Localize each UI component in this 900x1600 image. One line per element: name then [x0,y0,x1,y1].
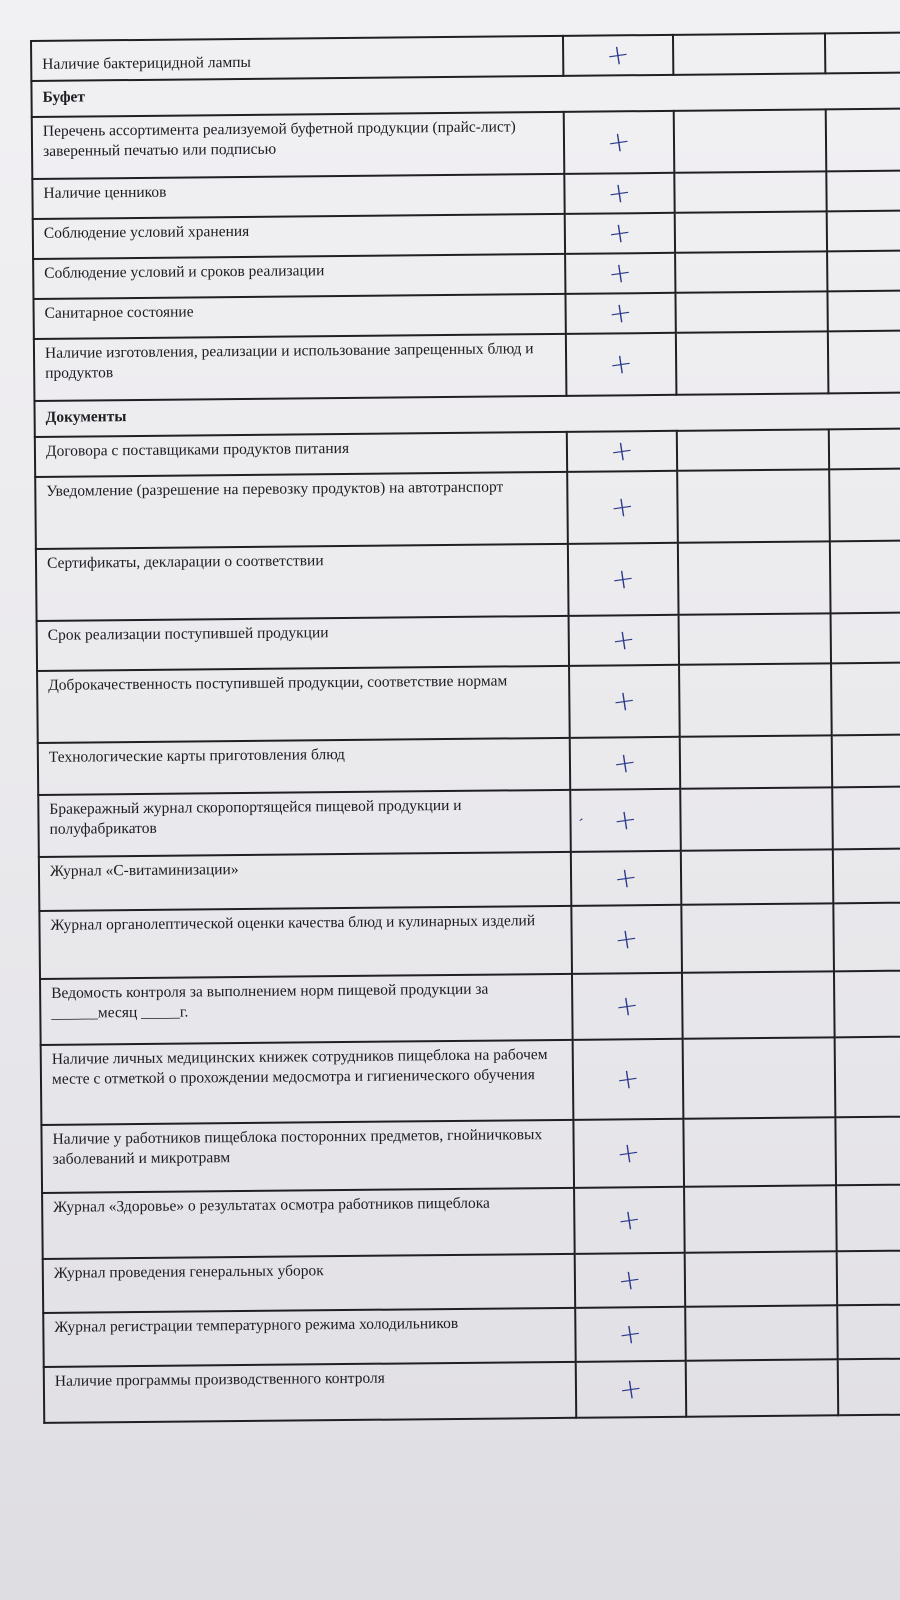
mark-cell [571,905,682,974]
checklist-row [42,1184,900,1258]
section-title: Документы [34,393,900,437]
handwritten-plus-mark: + [610,682,639,719]
empty-cell [674,171,826,212]
row-label [39,852,571,911]
row-label [41,1040,574,1125]
row-label [38,738,570,795]
row-label [33,294,565,339]
row-label-text: Договора с поставщиками продуктов питания [45,439,350,460]
row-label-text: Доброкачественность поступившей продукции, соответствие нормам [48,672,508,694]
empty-cell [832,735,900,788]
empty-cell [837,1250,900,1305]
mark-cell [571,851,682,906]
row-label [37,616,569,671]
row-label [32,174,564,219]
mark-cell [576,1361,687,1418]
mark-cell [563,35,673,76]
empty-cell [682,971,835,1038]
row-label-text: Наличие программы производственного контроля [54,1369,385,1390]
mark-cell [568,543,679,616]
handwritten-plus-mark: + [616,1315,645,1352]
row-label [42,1188,575,1259]
empty-cell [680,787,833,850]
empty-cell [685,1251,838,1306]
empty-cell [680,735,832,788]
handwritten-plus-mark: + [614,1134,643,1171]
empty-cell [683,1037,836,1118]
row-label [35,432,567,477]
row-label-text: Технологические карты приготовления блюд [48,746,345,766]
empty-cell [831,663,900,736]
row-label [33,214,565,259]
checklist-row [34,331,900,401]
row-label-text: Срок реализации поступившей продукции [47,624,329,644]
handwritten-plus-mark: + [605,174,634,211]
handwritten-plus-mark: + [613,1060,642,1097]
mark-cell [564,173,674,214]
checklist-row [38,735,900,795]
handwritten-plus-mark: + [610,744,639,781]
handwritten-plus-mark: + [616,1370,645,1407]
row-label [38,790,571,857]
empty-cell [679,613,831,664]
handwritten-plus-mark: + [608,488,637,525]
checklist-row [43,1250,900,1312]
handwritten-plus-mark: + [612,920,641,957]
empty-cell [834,970,900,1037]
handwritten-tick-mark: ′ [574,814,585,834]
checklist-row [39,849,900,911]
empty-cell [837,1304,900,1359]
row-label [41,1120,574,1193]
handwritten-plus-mark: + [607,432,636,469]
empty-cell [681,849,834,904]
row-label-text: Соблюдение условий и сроков реализации [44,262,325,282]
mark-cell [575,1307,686,1362]
mark-cell [567,431,677,472]
row-label-text: Наличие изготовления, реализации и использование запрещенных блюд и продуктов [44,340,534,382]
row-label-text: Перечень ассортимента реализуемой буфетной продукции (прайс-лист) заверенный печатью или подписью [42,118,516,160]
empty-cell [827,251,900,292]
checklist-row [36,541,900,621]
empty-cell [826,109,900,172]
row-label-text: Наличие ценников [43,183,167,202]
row-label-text: Наличие личных медицинских книжек сотрудников пищеблока на рабочем месте с отметкой о прохождении медосмотра и гигиенического обучения [51,1046,548,1088]
empty-cell [825,33,900,74]
mark-cell [565,253,675,294]
row-label-text: Бракеражный журнал скоропортящейся пищевой продукции и полуфабрикатов [49,796,462,838]
empty-cell [836,1184,900,1251]
empty-cell [674,109,827,172]
handwritten-plus-mark: + [604,36,633,73]
checklist-row [32,109,900,179]
row-label-text: Уведомление (разрешение на перевозку продуктов) на автотранспорт [46,478,504,500]
row-label-text: Наличие у работников пищеблока посторонних предметов, гнойничковых заболеваний и микротравм [52,1126,543,1168]
empty-cell [675,291,827,332]
empty-cell [826,171,900,212]
row-label [36,544,569,621]
empty-cell [684,1185,837,1252]
empty-cell [835,1116,900,1185]
row-label [39,906,572,979]
mark-cell [566,333,677,396]
empty-cell [830,541,900,614]
mark-cell [565,213,675,254]
row-label [31,36,563,81]
checklist-row [35,469,900,549]
checklist-row [37,663,900,743]
row-label [37,666,570,743]
empty-cell [677,469,830,542]
empty-cell [831,613,900,664]
checklist-row [43,1304,900,1366]
mark-cell [573,1119,684,1188]
checklist-row [41,1036,900,1124]
mark-cell [574,1187,685,1254]
handwritten-plus-mark: + [606,254,635,291]
mark-cell [575,1253,686,1308]
mark-cell [570,789,681,852]
row-label-text: Журнал «Здоровье» о результатах осмотра работников пищеблока [53,1194,490,1216]
mark-cell [569,665,680,738]
row-label [34,334,567,401]
mark-cell [569,615,679,666]
row-label [43,1254,575,1313]
mark-cell [572,973,683,1040]
checklist-sheet [30,32,900,1424]
empty-cell [828,331,900,394]
mark-cell [565,293,675,334]
row-label-text: Ведомость контроля за выполнением норм пищевой продукции за [51,980,489,1002]
checklist-row [38,787,900,857]
empty-cell [833,849,900,904]
empty-cell [683,1117,836,1186]
row-label-text: Сертификаты, декларации о соответствии [46,552,324,572]
row-label [40,974,573,1045]
empty-cell [677,429,829,470]
handwritten-plus-mark: + [604,123,633,160]
row-label [32,112,565,179]
row-label-line2: ______месяц _____г. [51,1003,189,1022]
row-label-text: Соблюдение условий хранения [43,222,250,242]
empty-cell [829,469,900,542]
empty-cell [829,429,900,470]
handwritten-plus-mark: + [609,560,638,597]
checklist-row [41,1116,900,1192]
empty-cell [678,541,831,614]
empty-cell [675,251,827,292]
handwritten-plus-mark: + [605,214,634,251]
handwritten-plus-mark: + [607,345,636,382]
row-label [33,254,565,299]
empty-cell [679,663,832,736]
handwritten-plus-mark: + [615,1201,644,1238]
empty-cell [685,1305,838,1360]
checklist-table [30,32,900,1424]
row-label-text: Наличие бактерицидной лампы [42,54,252,74]
handwritten-plus-mark: + [611,801,640,838]
empty-cell [838,1358,900,1415]
row-label-text: Журнал «С-витаминизации» [49,861,239,880]
row-label [35,472,568,549]
handwritten-plus-mark: + [609,621,638,658]
handwritten-plus-mark: + [611,859,641,896]
empty-cell [676,331,829,394]
row-label-text: Санитарное состояние [44,303,194,322]
row-label-text: Журнал проведения генеральных уборок [53,1262,324,1282]
section-title: Буфет [31,73,900,117]
row-label [43,1308,575,1367]
checklist-row [44,1358,900,1422]
empty-cell [833,903,900,972]
mark-cell [573,1039,684,1120]
handwritten-plus-mark: + [613,987,642,1024]
checklist-row [37,613,900,671]
mark-cell [564,111,675,174]
row-label-text: Журнал регистрации температурного режима холодильников [54,1314,459,1336]
row-label-text: Журнал органолептической оценки качества блюд и кулинарных изделий [50,912,536,934]
empty-cell [673,33,825,74]
empty-cell [827,211,900,252]
row-label [44,1362,577,1423]
empty-cell [681,903,834,972]
mark-cell [567,471,678,544]
empty-cell [675,211,827,252]
handwritten-plus-mark: + [615,1261,644,1298]
mark-cell [570,737,680,790]
empty-cell [827,291,900,332]
handwritten-plus-mark: + [606,294,635,331]
empty-cell [686,1359,839,1416]
checklist-row [39,903,900,979]
checklist-row [40,970,900,1044]
empty-cell [832,787,900,850]
empty-cell [835,1036,900,1117]
